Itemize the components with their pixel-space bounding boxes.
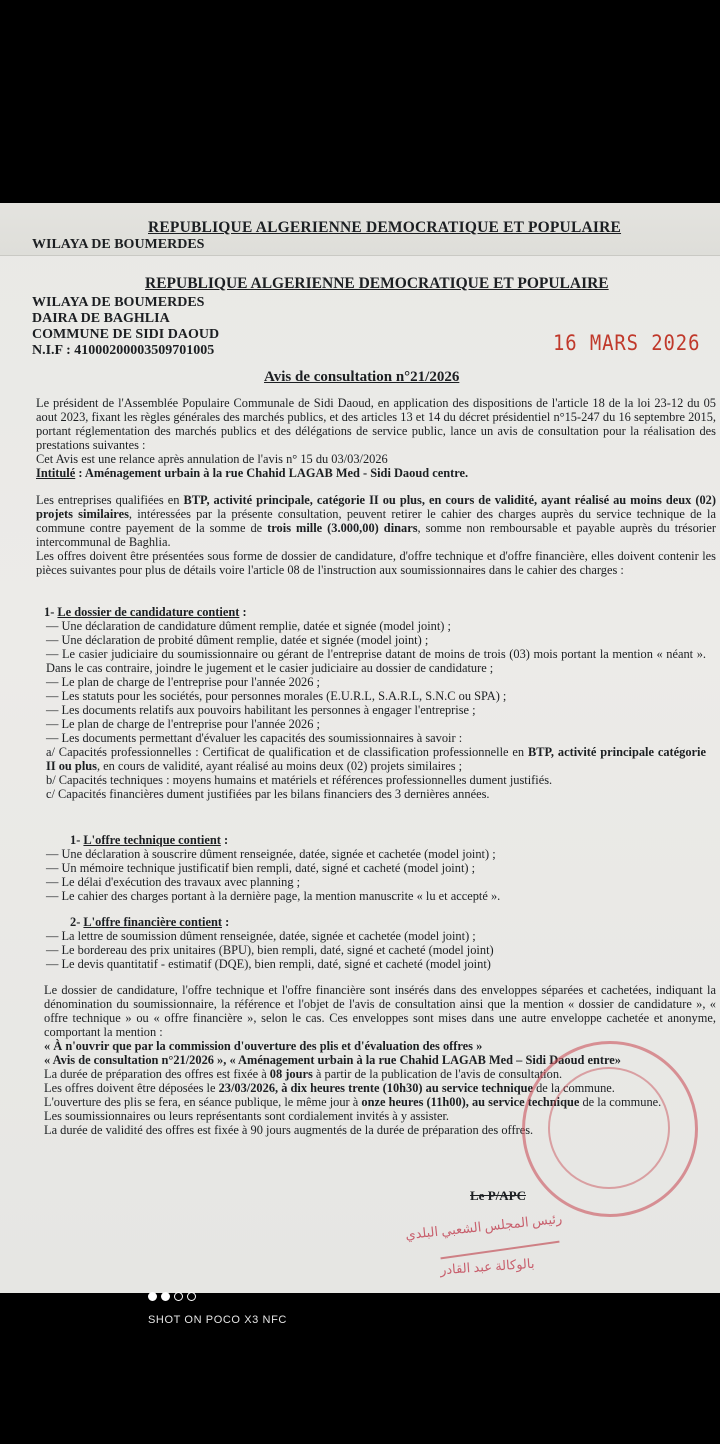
eligibility-paragraph <box>36 493 716 577</box>
republic-heading: REPUBLIQUE ALGERIENNE DEMOCRATIQUE ET POPULAIRE <box>145 275 609 292</box>
opening-c: de la commune. <box>579 1095 662 1109</box>
list-item: — Les documents relatifs aux pouvoirs habilitant les personnes à engager l'entreprise ; <box>46 703 476 717</box>
commune-line: COMMUNE DE SIDI DAOUD <box>32 327 220 342</box>
section2-num: 1- <box>70 833 84 847</box>
back-sheet-wilaya: WILAYA DE BOUMERDES <box>32 237 205 252</box>
official-seal-inner <box>548 1067 670 1189</box>
section1-num: 1- <box>44 605 58 619</box>
eligibility-text-b: BTP, activité principale, catégorie II ou plus, en cours de validité, ayant réalisé au moins deux (02) projets similaires <box>36 493 717 521</box>
offers-intro-text: Les offres doivent être présentées sous forme de dossier de candidature, d'offre technique et d'offre financière, elles doivent contenir les pièces suivantes pour plus de détails voire l'article 08 de l'instruction aux soumissionnaires dans le cahier des charges : <box>36 549 716 577</box>
section1-list <box>46 619 706 801</box>
section3-colon: : <box>221 915 230 929</box>
document-photo <box>0 203 720 1326</box>
section2-title: L'offre technique contient <box>83 833 221 847</box>
list-item: — Le casier judiciaire du soumissionnaire ou gérant de l'entreprise datant de moins de trois (03) mois portant la mention « néant ». Dans le cas contraire, joindre le jugement et le casier judiciaire au dossier de candidature ; <box>46 647 706 675</box>
eligibility-text-c: , intéressées par la présente consultation, peuvent retirer le cahier des charges auprès du service technique de la commune contre payement de la somme de <box>36 507 716 535</box>
list-item: — Le cahier des charges portant à la dernière page, la mention manuscrite « lu et accepté ». <box>46 889 501 903</box>
cap-a-text-3: , en cours de validité, ayant réalisé au moins deux (02) projets similaires ; <box>96 759 463 773</box>
list-item: — Une déclaration de candidature dûment remplie, datée et signée (model joint) ; <box>46 619 451 633</box>
dot-icon <box>174 1292 183 1301</box>
intitule-text: : Aménagement urbain à la rue Chahid LAGAB Med - Sidi Daoud centre. <box>75 466 469 480</box>
opening-b: onze heures (11h00), au service technique <box>361 1095 580 1109</box>
cap-a-text-2: BTP, activité principale catégorie II ou plus <box>46 745 706 773</box>
intro-text: Le président de l'Assemblée Populaire Communale de Sidi Daoud, en application des dispositions de l'article 18 de la loi 23-12 du 05 aout 2023, fixant les règles générales des marchés publics, et des articles 13 et 14 du décret présidentiel n°15-247 du 16 septembre 2015, portant réglementation des marchés publics et des délégations de service public, lance un avis de consultation pour la réalisation des prestations suivantes : <box>36 396 716 452</box>
section3-title: L'offre financière contient <box>83 915 222 929</box>
opening-a: L'ouverture des plis se fera, en séance publique, le même jour à <box>44 1095 362 1109</box>
cap-a-text-1: a/ Capacités professionnelles : Certificat de qualification et de classification professionnelle en <box>46 745 528 759</box>
section1-heading <box>44 605 247 619</box>
deposit-c: de la commune. <box>533 1081 615 1095</box>
eligibility-text-a: Les entreprises qualifiées en <box>36 493 184 507</box>
dot-icon <box>161 1292 170 1301</box>
signature-stamp-text: رئيس المجلس الشعبي البلدي <box>404 1210 563 1243</box>
list-item: — Les statuts pour les sociétés, pour personnes morales (E.U.R.L, S.A.R.L, S.N.C ou SPA) ; <box>46 689 507 703</box>
mention-opening: « À n'ouvrir que par la commission d'ouverture des plis et d'évaluation des offres » <box>44 1039 483 1053</box>
wilaya-line: WILAYA DE BOUMERDES <box>32 295 205 310</box>
dot-icon <box>187 1292 196 1301</box>
list-item: — Le plan de charge de l'entreprise pour l'année 2026 ; <box>46 675 320 689</box>
date-stamp: 16 MARS 2026 <box>553 331 701 355</box>
capacity-technical: b/ Capacités techniques : moyens humains et matériels et références professionnelles dument justifiés. <box>46 773 553 787</box>
camera-dots <box>148 1292 196 1301</box>
section1-title: Le dossier de candidature contient <box>57 605 240 619</box>
nif-line: N.I.F : 41000200003509701005 <box>32 343 215 358</box>
section2-colon: : <box>220 833 229 847</box>
section1-colon: : <box>239 605 247 619</box>
capacity-professional <box>46 745 706 773</box>
list-item: — Le devis quantitatif - estimatif (DQE), bien rempli, daté, signé et cacheté (model joint) <box>46 957 491 971</box>
deposit-b: 23/03/2026, à dix heures trente (10h30) au service technique <box>218 1081 534 1095</box>
back-sheet-heading: REPUBLIQUE ALGERIENNE DEMOCRATIQUE ET POPULAIRE <box>148 219 622 236</box>
intro-paragraph <box>36 396 716 480</box>
intitule-label: Intitulé <box>36 466 76 480</box>
section3-list <box>46 929 706 971</box>
list-item: — Le bordereau des prix unitaires (BPU), bien rempli, daté, signé et cacheté (model joint) <box>46 943 494 957</box>
signature-label: Le P/APC <box>470 1188 526 1203</box>
section3-heading <box>70 915 229 929</box>
section2-heading <box>70 833 228 847</box>
mention-reference: « Avis de consultation n°21/2026 », « Aménagement urbain à la rue Chahid LAGAB Med – Sidi Daoud entre» <box>44 1053 621 1067</box>
section3-num: 2- <box>70 915 84 929</box>
signature-stroke <box>440 1241 559 1260</box>
invitation-text: Les soumissionnaires ou leurs représentants sont cordialement invités à y assister. <box>44 1109 450 1123</box>
relance-text: Cet Avis est une relance après annulation de l'avis n° 15 du 03/03/2026 <box>36 452 388 466</box>
validity-text: La durée de validité des offres est fixée à 90 jours augmentés de la durée de préparation des offres. <box>44 1123 534 1137</box>
signature-name-text: بالوكالة عبد القادر <box>439 1255 535 1278</box>
back-sheet <box>0 203 720 256</box>
list-item: — Le plan de charge de l'entreprise pour l'année 2026 ; <box>46 717 320 731</box>
list-item: — Le délai d'exécution des travaux avec planning ; <box>46 875 301 889</box>
camera-watermark: SHOT ON POCO X3 NFC <box>148 1314 287 1326</box>
page-title: Avis de consultation n°21/2026 <box>264 369 460 385</box>
daira-line: DAIRA DE BAGHLIA <box>32 311 170 326</box>
dot-icon <box>148 1292 157 1301</box>
list-item: — Une déclaration à souscrire dûment renseignée, datée, signée et cachetée (model joint) ; <box>46 847 496 861</box>
capacity-financial: c/ Capacités financières dument justifiées par les bilans financiers des 3 dernières années. <box>46 787 490 801</box>
eligibility-text-d: trois mille (3.000,00) dinars <box>267 521 418 535</box>
duration-a: La durée de préparation des offres est fixée à <box>44 1067 270 1081</box>
list-item: — Un mémoire technique justificatif bien rempli, daté, signé et cacheté (model joint) ; <box>46 861 476 875</box>
document-page <box>0 259 720 1326</box>
section2-list <box>46 847 706 903</box>
list-item: — Une déclaration de probité dûment remplie, datée et signée (model joint) ; <box>46 633 429 647</box>
list-item: — Les documents permettant d'évaluer les capacités des soumissionnaires à savoir : <box>46 731 463 745</box>
duration-c: à partir de la publication de l'avis de consultation. <box>312 1067 563 1081</box>
eligibility-text-e: , somme non remboursable et payable auprès du trésorier intercommunal de Baghlia. <box>36 521 716 549</box>
list-item: — La lettre de soumission dûment renseignée, datée, signée et cachetée (model joint) ; <box>46 929 476 943</box>
duration-b: 08 jours <box>269 1067 313 1081</box>
envelopes-text: Le dossier de candidature, l'offre technique et l'offre financière sont insérés dans des enveloppes séparées et cachetées, indiquant la dénomination du soumissionnaire, la référence et l'objet de l'avis de consultation ainsi que la mention « dossier de candidature », « offre technique » ou « offre financière », selon le cas. Ces enveloppes sont mises dans une autre enveloppe cachetée et anonyme, comportant la mention : <box>44 983 716 1039</box>
deposit-a: Les offres doivent être déposées le <box>44 1081 219 1095</box>
